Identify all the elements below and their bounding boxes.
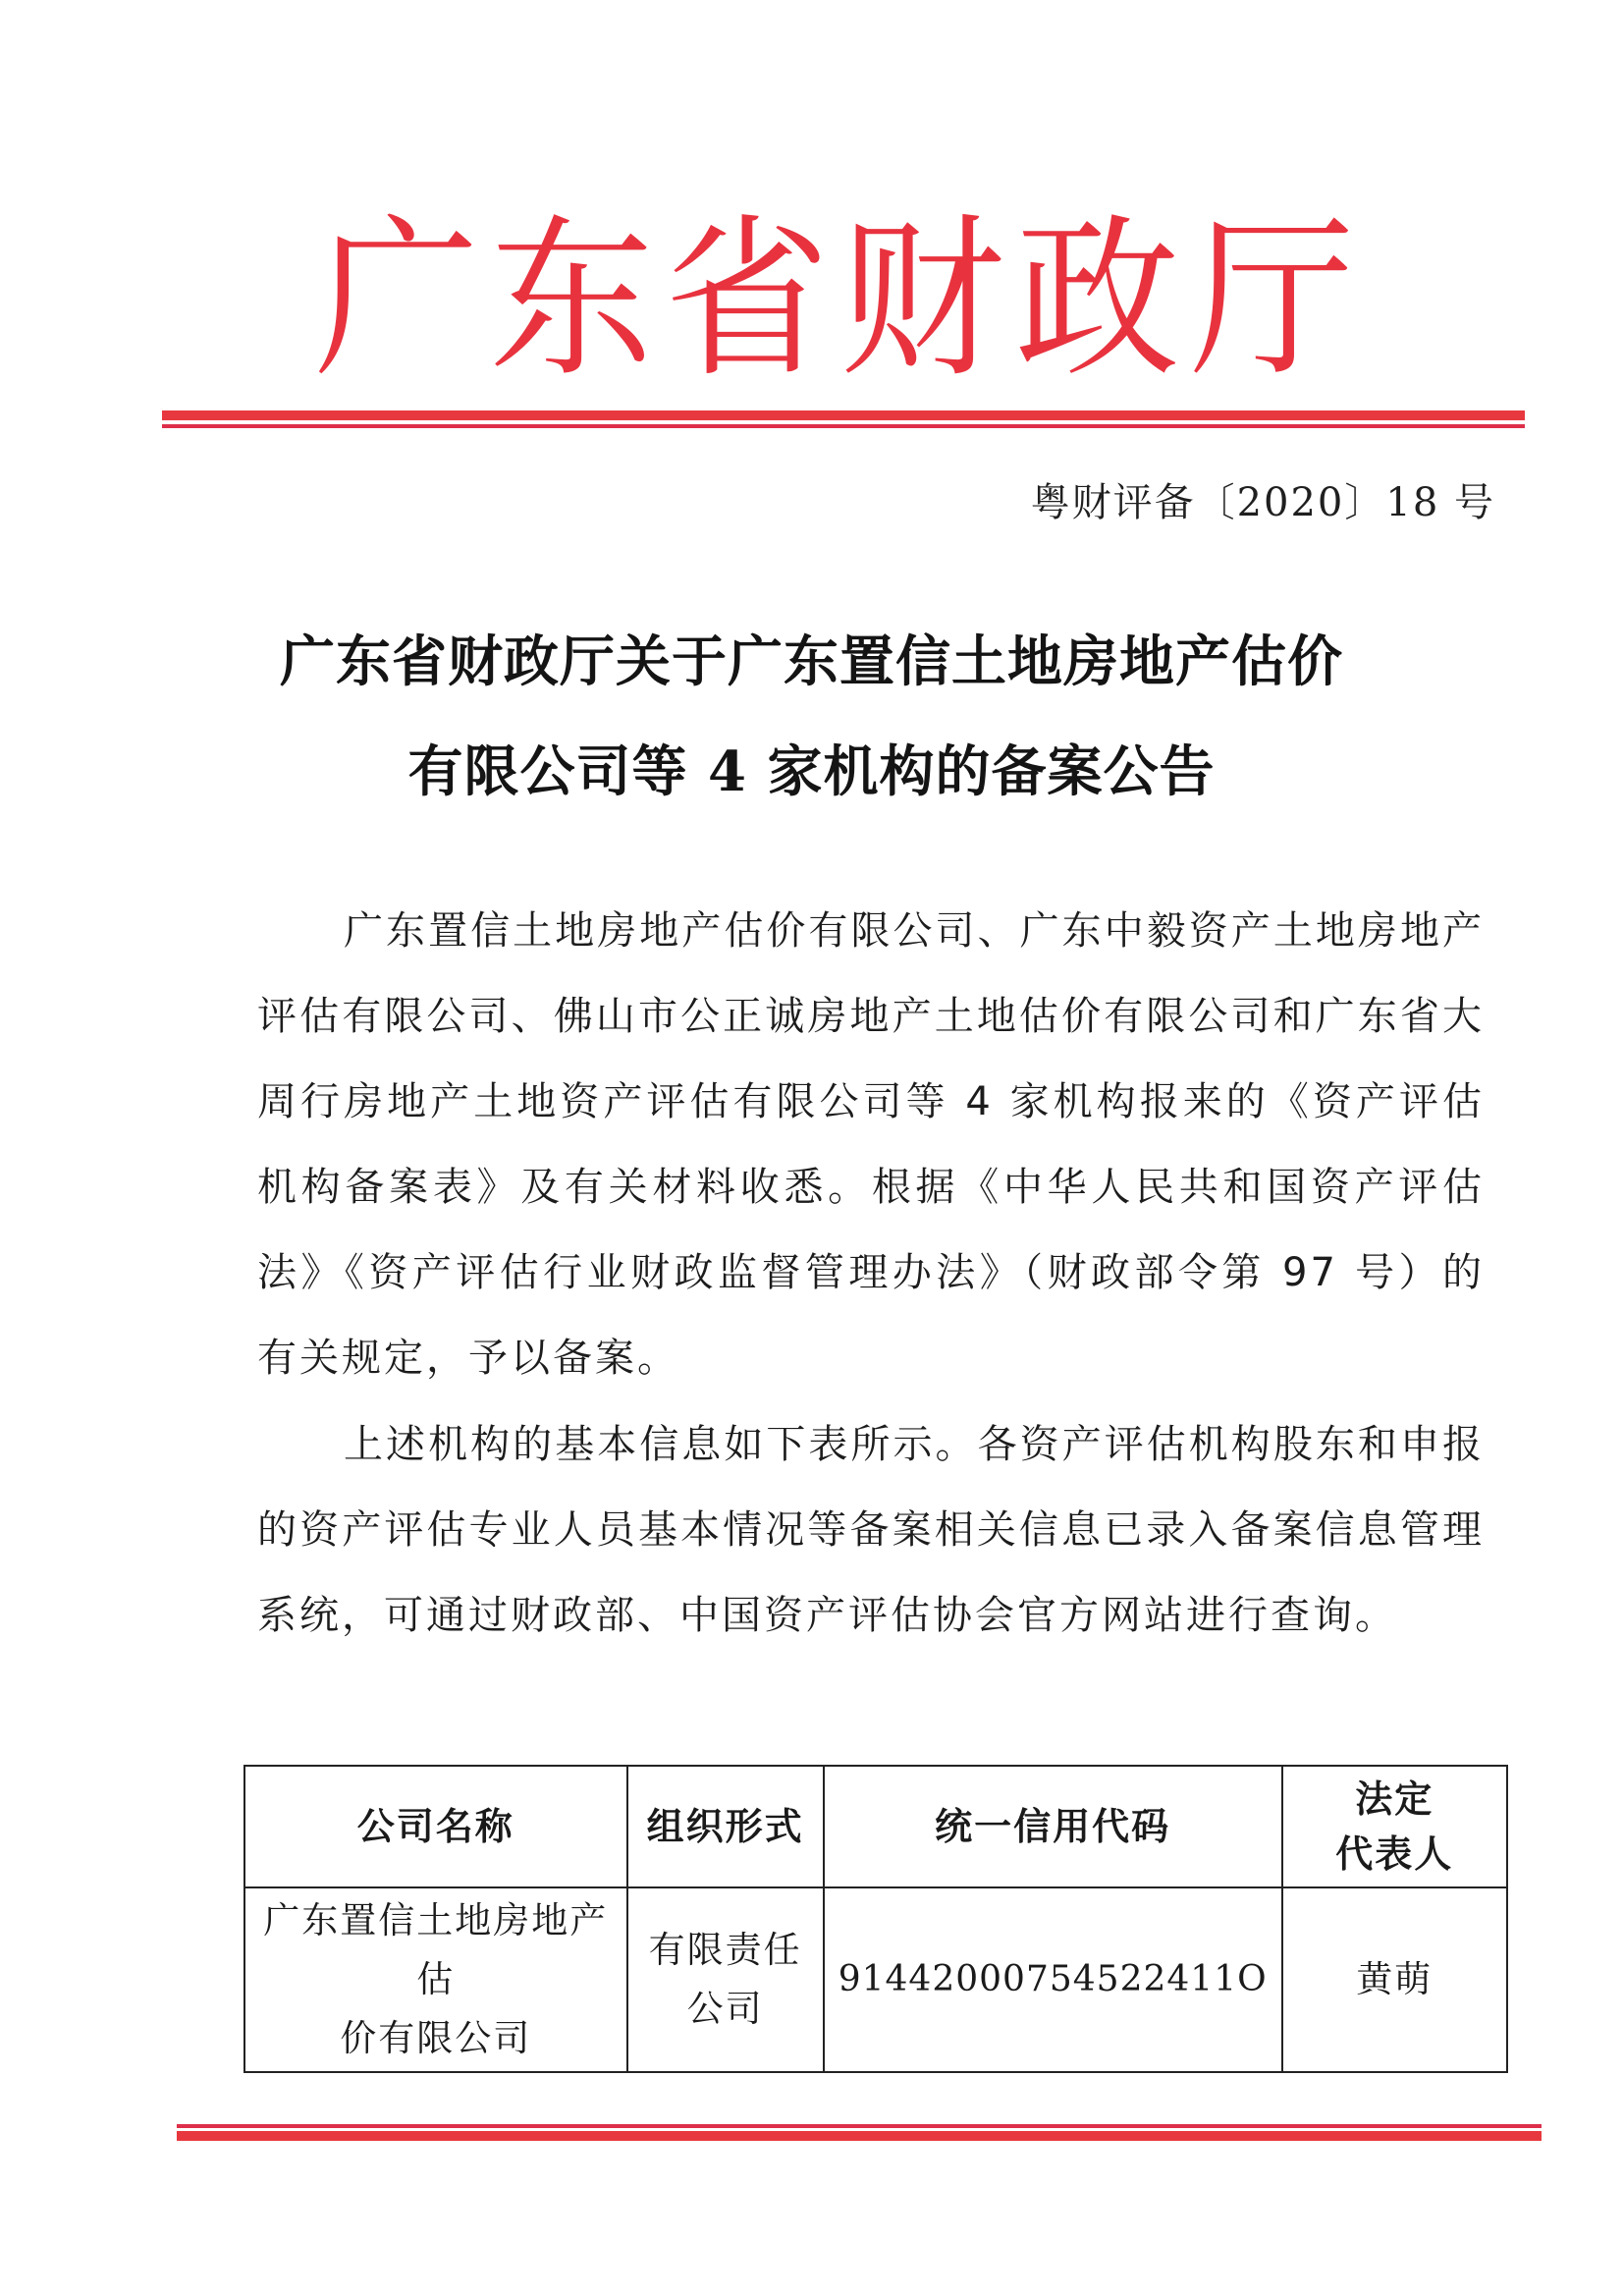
masthead-char: 厅 — [1189, 198, 1355, 401]
top-red-rule-thick — [162, 410, 1525, 420]
cell-legal-rep: 黄萌 — [1282, 1887, 1507, 2072]
cell-credit-code: 91442000754522411O — [824, 1887, 1282, 2072]
header-legal-rep-line-1: 法定 — [1355, 1777, 1434, 1821]
body-paragraph-2: 上述机构的基本信息如下表所示。各资产评估机构股东和申报的资产评估专业人员基本情况等备案相关信息已录入备案信息管理系统，可通过财政部、中国资产评估协会官方网站进行查询。 — [257, 1422, 1485, 1638]
bottom-red-rule-thick — [177, 2131, 1542, 2141]
masthead-char: 省 — [664, 198, 830, 401]
masthead-char: 东 — [489, 198, 655, 401]
table-row — [244, 1887, 1507, 2072]
company-name-line-2: 价有限公司 — [340, 2017, 532, 2059]
company-name-line-1: 广东置信土地房地产估 — [263, 1899, 609, 2000]
masthead-char: 政 — [1014, 198, 1180, 401]
top-red-rule-thin — [162, 424, 1525, 428]
masthead-char: 广 — [314, 198, 479, 401]
table-header-row — [244, 1766, 1507, 1887]
header-legal-rep — [1282, 1766, 1507, 1887]
cell-company-name — [244, 1887, 627, 2072]
institution-info-table — [243, 1765, 1508, 2073]
document-title-line-1: 广东省财政厅关于广东置信土地房地产估价 — [280, 629, 1343, 694]
header-credit-code: 统一信用代码 — [824, 1766, 1282, 1887]
document-title-line-2: 有限公司等 4 家机构的备案公告 — [407, 739, 1216, 804]
body-paragraph-1: 广东置信土地房地产估价有限公司、广东中毅资产土地房地产评估有限公司、佛山市公正诚房地产土地估价有限公司和广东省大周行房地产土地资产评估有限公司等 4 家机构报来的《资产评估机构备案表》及有关材料收悉。根据《中华人民共和国资产评估法》《资产评估行业财政监督管理办法》（财政部令第 97 号）的有关规定，予以备案。 — [257, 908, 1485, 1381]
cell-org-form — [627, 1887, 824, 2072]
masthead-title — [314, 196, 1355, 403]
document-number: 粤财评备〔2020〕18 号 — [1030, 480, 1495, 525]
masthead-char: 财 — [839, 198, 1005, 401]
org-form-line-1: 有限责任 — [648, 1929, 802, 1971]
header-legal-rep-line-2: 代表人 — [1335, 1832, 1454, 1876]
org-form-line-2: 公司 — [686, 1988, 764, 2030]
header-company-name: 公司名称 — [244, 1766, 627, 1887]
bottom-red-rule-thin — [177, 2124, 1542, 2128]
header-org-form: 组织形式 — [627, 1766, 824, 1887]
